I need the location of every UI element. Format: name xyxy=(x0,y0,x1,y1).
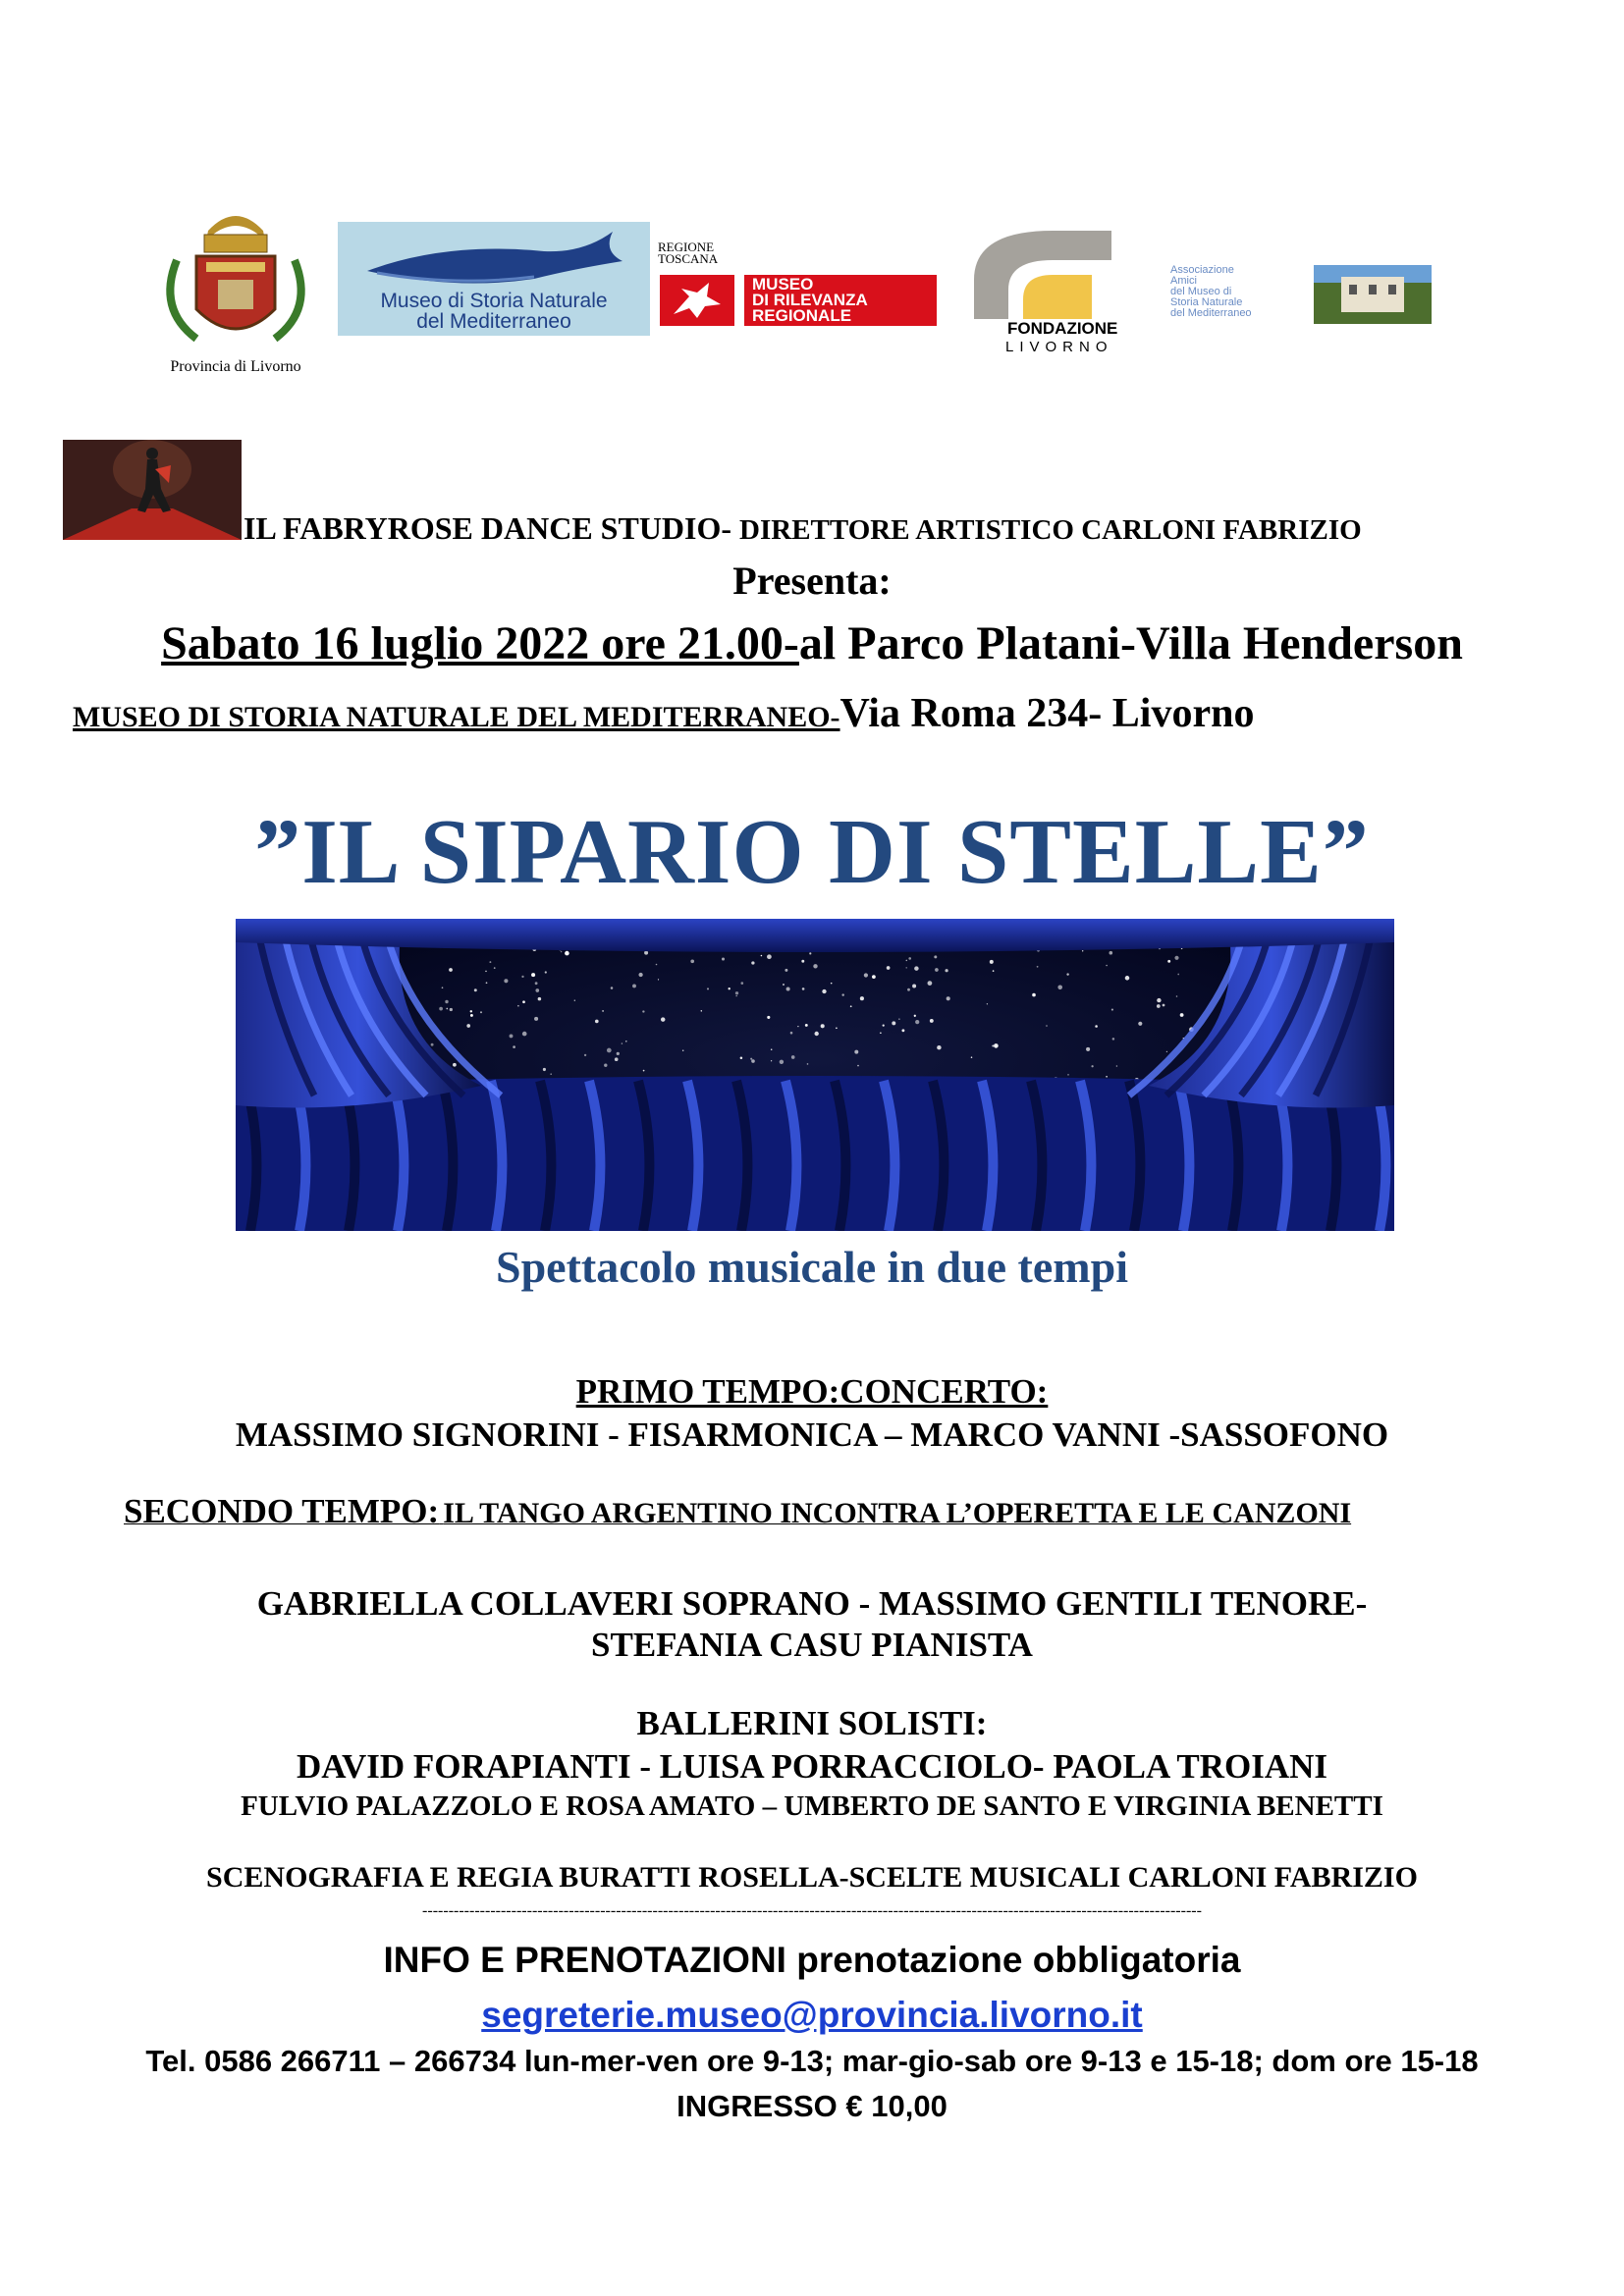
associazione-amici-logo xyxy=(1170,265,1432,326)
museo-logo-line1: Museo di Storia Naturale xyxy=(380,290,608,312)
phone-hours: Tel. 0586 266711 – 266734 lun-mer-ven ore 9-13; mar-gio-sab ore 9-13 e 15-18; dom ore 15-18 xyxy=(145,2044,1479,2078)
provincia-livorno-logo xyxy=(137,201,334,378)
whale-icon xyxy=(338,222,650,291)
rilevanza-line2: DI RILEVANZA xyxy=(752,291,868,309)
fondazione-name: FONDAZIONE xyxy=(1007,319,1118,338)
regione-label: REGIONE xyxy=(658,240,715,254)
event-museum-line xyxy=(73,690,1254,737)
secondo-tempo-description: IL TANGO ARGENTINO INCONTRA L’OPERETTA E LE CANZONI xyxy=(443,1497,1352,1529)
secondo-tempo-heading: SECONDO TEMPO: xyxy=(124,1492,440,1530)
pegasus-flag-icon xyxy=(660,275,734,326)
secondo-tempo-line xyxy=(124,1492,1351,1531)
info-heading: INFO E PRENOTAZIONI prenotazione obbligatoria xyxy=(383,1940,1241,1980)
assoc-line2: Amici xyxy=(1170,275,1197,287)
fondazione-city: LIVORNO xyxy=(1005,339,1113,355)
toscana-label: TOSCANA xyxy=(658,251,719,266)
presenta-label: Presenta: xyxy=(732,559,892,603)
event-address: Via Roma 234- Livorno xyxy=(839,691,1255,736)
dance-studio-photo xyxy=(63,440,242,540)
museo-logo-line2: del Mediterraneo xyxy=(416,310,571,333)
primo-tempo-heading: PRIMO TEMPO:CONCERTO: xyxy=(575,1372,1049,1411)
assoc-line4: Storia Naturale xyxy=(1170,296,1243,308)
event-date-line xyxy=(0,616,1624,670)
studio-line xyxy=(244,510,1362,547)
booking-email-link[interactable]: segreterie.museo@provincia.livorno.it xyxy=(481,1995,1143,2035)
ballerini-line-2: FULVIO PALAZZOLO E ROSA AMATO – UMBERTO DE SANTO E VIRGINIA BENETTI xyxy=(241,1790,1383,1822)
rilevanza-line1: MUSEO xyxy=(752,275,814,294)
assoc-line3: del Museo di xyxy=(1170,286,1232,297)
event-museum: MUSEO DI STORIA NATURALE DEL MEDITERRANEO- xyxy=(73,701,840,733)
rilevanza-line3: REGIONALE xyxy=(752,306,852,325)
ballerini-heading: BALLERINI SOLISTI: xyxy=(636,1704,988,1742)
starry-curtain-image xyxy=(236,919,1394,1231)
singers-line-1: GABRIELLA COLLAVERI SOPRANO - MASSIMO GENTILI TENORE- xyxy=(256,1584,1368,1623)
event-date-time: Sabato 16 luglio 2022 ore 21.00- xyxy=(161,617,799,669)
regione-toscana-logo xyxy=(656,236,939,330)
primo-tempo-performers: MASSIMO SIGNORINI - FISARMONICA – MARCO VANNI -SASSOFONO xyxy=(235,1415,1389,1454)
studio-name: IL FABRYROSE DANCE STUDIO- xyxy=(244,510,732,546)
museo-rilevanza-regionale-badge xyxy=(744,275,937,326)
event-place: al Parco Platani-Villa Henderson xyxy=(798,617,1463,669)
provincia-caption: Provincia di Livorno xyxy=(170,358,301,375)
show-title: ”IL SIPARIO DI STELLE” xyxy=(254,801,1370,903)
ticket-price: INGRESSO € 10,00 xyxy=(677,2089,947,2123)
villa-photo xyxy=(1314,265,1432,324)
show-subtitle: Spettacolo musicale in due tempi xyxy=(496,1242,1128,1292)
fondazione-livorno-logo xyxy=(954,221,1157,355)
separator-line: ----------------------------------------------------------------------------------------------------------------------------------------------------- xyxy=(422,1902,1202,1919)
ballerini-line-1: DAVID FORAPIANTI - LUISA PORRACCIOLO- PAOLA TROIANI xyxy=(296,1747,1328,1786)
credits-line: SCENOGRAFIA E REGIA BURATTI ROSELLA-SCELTE MUSICALI CARLONI FABRIZIO xyxy=(206,1861,1418,1894)
assoc-line5: del Mediterraneo xyxy=(1170,307,1252,319)
singers-line-2: STEFANIA CASU PIANISTA xyxy=(591,1626,1033,1664)
museo-storia-naturale-logo xyxy=(338,222,650,336)
fondazione-arch-icon xyxy=(954,221,1157,319)
artistic-director: DIRETTORE ARTISTICO CARLONI FABRIZIO xyxy=(739,514,1362,546)
assoc-line1: Associazione xyxy=(1170,264,1234,276)
coat-of-arms-icon xyxy=(137,201,334,358)
